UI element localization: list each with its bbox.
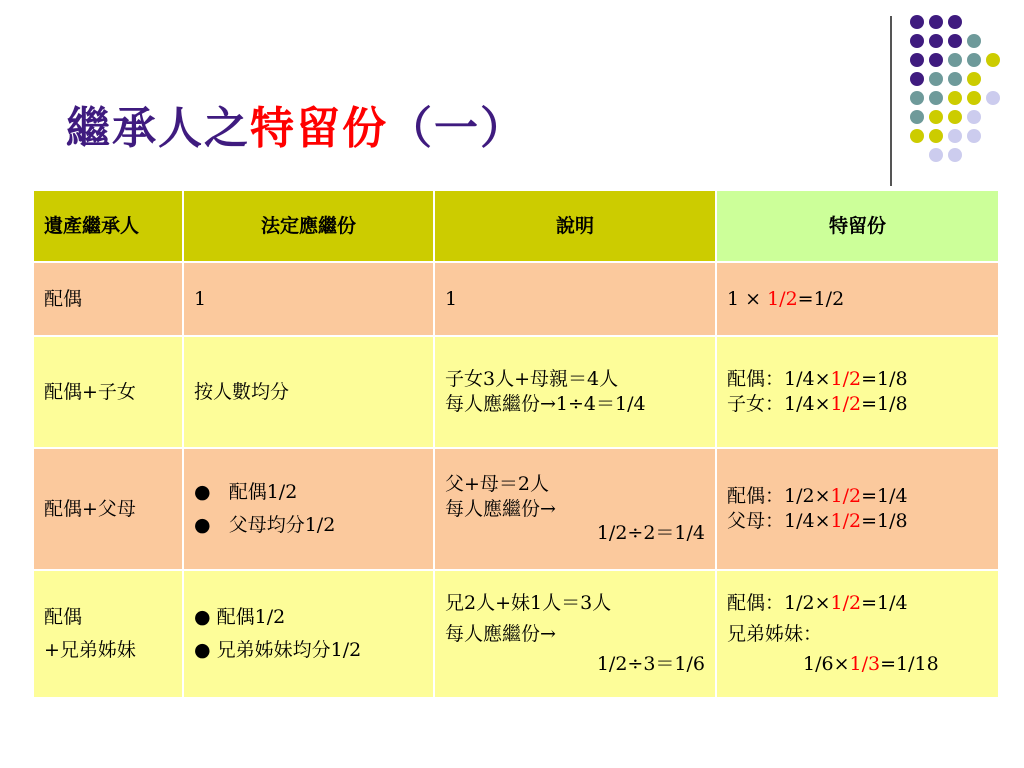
bullet-text: 配偶1/2 <box>228 481 298 504</box>
reserved-line <box>727 484 988 509</box>
reserved-text: 1/6× <box>803 653 850 676</box>
decorative-dot <box>929 72 943 86</box>
decorative-dot <box>929 91 943 105</box>
share-bullet <box>194 480 423 505</box>
bullet-icon: ● <box>194 481 211 504</box>
decorative-dot <box>910 110 924 124</box>
decorative-dot <box>967 53 981 67</box>
decorative-dot <box>910 91 924 105</box>
slide-title <box>66 92 526 156</box>
title-part-reserved-share: 特留份 <box>250 103 388 154</box>
decorative-dot <box>929 53 943 67</box>
decorative-dot <box>948 53 962 67</box>
cell-explanation <box>434 570 716 698</box>
cell-reserved-share <box>716 448 999 570</box>
decorative-dot <box>986 91 1000 105</box>
header-statutory-share: 法定應繼份 <box>183 190 434 262</box>
reserved-line <box>727 591 988 616</box>
bullet-text: 配偶1/2 <box>216 606 286 629</box>
cell-explanation <box>434 448 716 570</box>
decorative-dot <box>986 53 1000 67</box>
explanation-line: 兄2人+妹1人＝3人 <box>445 591 612 614</box>
decorative-dot <box>967 34 981 48</box>
reserved-result: =1/18 <box>880 653 939 676</box>
reserved-fraction: 1/3 <box>849 653 881 676</box>
reserved-fraction: 1/2 <box>830 591 862 614</box>
share-bullet <box>194 605 423 630</box>
reserved-line <box>727 367 988 392</box>
decorative-dot <box>910 129 924 143</box>
explanation-line: 父+母＝2人 <box>445 472 550 495</box>
table-row <box>33 570 999 698</box>
cell-heir <box>33 570 183 698</box>
share-bullet <box>194 638 423 663</box>
title-part-number: （一） <box>388 103 526 154</box>
cell-heir: 配偶 <box>33 262 183 336</box>
reserved-fraction: 1/2 <box>830 485 862 508</box>
decorative-dot <box>910 72 924 86</box>
decorative-dot <box>910 53 924 67</box>
bullet-text: 兄弟姊妹均分1/2 <box>216 639 362 661</box>
reserved-result: =1/8 <box>861 510 908 532</box>
header-reserved-share: 特留份 <box>716 190 999 262</box>
heir-line: +兄弟姊妹 <box>44 639 136 661</box>
reserved-fraction: 1/2 <box>830 368 862 391</box>
reserved-result: =1/4 <box>861 591 908 614</box>
decorative-dot <box>929 15 943 29</box>
reserved-text: 父母：1/4× <box>727 510 831 532</box>
cell-heir: 配偶+子女 <box>33 336 183 448</box>
cell-explanation <box>434 336 716 448</box>
reserved-result: =1/8 <box>861 393 908 415</box>
cell-statutory-share <box>183 448 434 570</box>
cell-heir: 配偶+父母 <box>33 448 183 570</box>
explanation-line: 每人應繼份→1÷4＝1/4 <box>445 393 646 415</box>
decorative-dot <box>948 91 962 105</box>
reserved-result: =1/4 <box>861 485 908 508</box>
cell-explanation: 1 <box>434 262 716 336</box>
reserved-text: 配偶：1/2× <box>727 485 831 508</box>
table-row <box>33 448 999 570</box>
reserved-result: =1/2 <box>797 287 845 310</box>
share-bullet <box>194 513 423 538</box>
decorative-dot <box>948 15 962 29</box>
inheritance-table <box>32 189 1000 699</box>
bullet-icon: ● <box>194 606 211 629</box>
cell-statutory-share: 按人數均分 <box>183 336 434 448</box>
decorative-divider-line <box>890 16 892 186</box>
table-row <box>33 262 999 336</box>
reserved-fraction: 1/2 <box>830 510 862 532</box>
cell-statutory-share <box>183 570 434 698</box>
reserved-fraction: 1/2 <box>767 287 798 310</box>
reserved-text: 子女：1/4× <box>727 393 831 415</box>
explanation-line: 1/2÷3＝1/6 <box>596 653 705 676</box>
cell-reserved-share <box>716 262 999 336</box>
explanation-line: 子女3人+母親＝4人 <box>445 368 619 391</box>
decorative-dot <box>948 129 962 143</box>
header-explanation: 說明 <box>434 190 716 262</box>
reserved-result: =1/8 <box>861 368 908 391</box>
title-part-heirs: 繼承人之 <box>66 103 250 154</box>
decorative-dot <box>948 34 962 48</box>
explanation-line: 每人應繼份→ <box>445 622 556 645</box>
reserved-line <box>727 622 988 647</box>
heir-line: 配偶 <box>44 606 83 629</box>
decorative-dot <box>967 91 981 105</box>
decorative-dot <box>948 72 962 86</box>
decorative-dot <box>967 72 981 86</box>
cell-reserved-share <box>716 336 999 448</box>
decorative-dot <box>948 110 962 124</box>
header-heir: 遺產繼承人 <box>33 190 183 262</box>
decorative-dot <box>910 34 924 48</box>
bullet-text: 父母均分1/2 <box>228 514 336 536</box>
cell-statutory-share: 1 <box>183 262 434 336</box>
reserved-fraction: 1/2 <box>830 393 862 415</box>
reserved-text: 1 × <box>727 287 768 310</box>
decorative-dot <box>929 110 943 124</box>
decorative-dot <box>929 34 943 48</box>
reserved-line <box>727 652 988 677</box>
decorative-dot <box>929 148 943 162</box>
bullet-icon: ● <box>194 514 211 536</box>
explanation-line: 1/2÷2＝1/4 <box>596 522 705 545</box>
decorative-dot <box>967 129 981 143</box>
table-row <box>33 336 999 448</box>
cell-reserved-share <box>716 570 999 698</box>
bullet-icon: ● <box>194 639 211 661</box>
decorative-dot <box>929 129 943 143</box>
explanation-line: 每人應繼份→ <box>445 497 556 520</box>
decorative-dot <box>948 148 962 162</box>
reserved-text: 配偶：1/4× <box>727 368 831 391</box>
decorative-dot <box>967 110 981 124</box>
reserved-text: 兄弟姊妹： <box>727 622 823 645</box>
reserved-line <box>727 509 988 534</box>
reserved-text: 配偶：1/2× <box>727 591 831 614</box>
decorative-dot <box>910 15 924 29</box>
table-header-row <box>33 190 999 262</box>
reserved-line <box>727 392 988 417</box>
